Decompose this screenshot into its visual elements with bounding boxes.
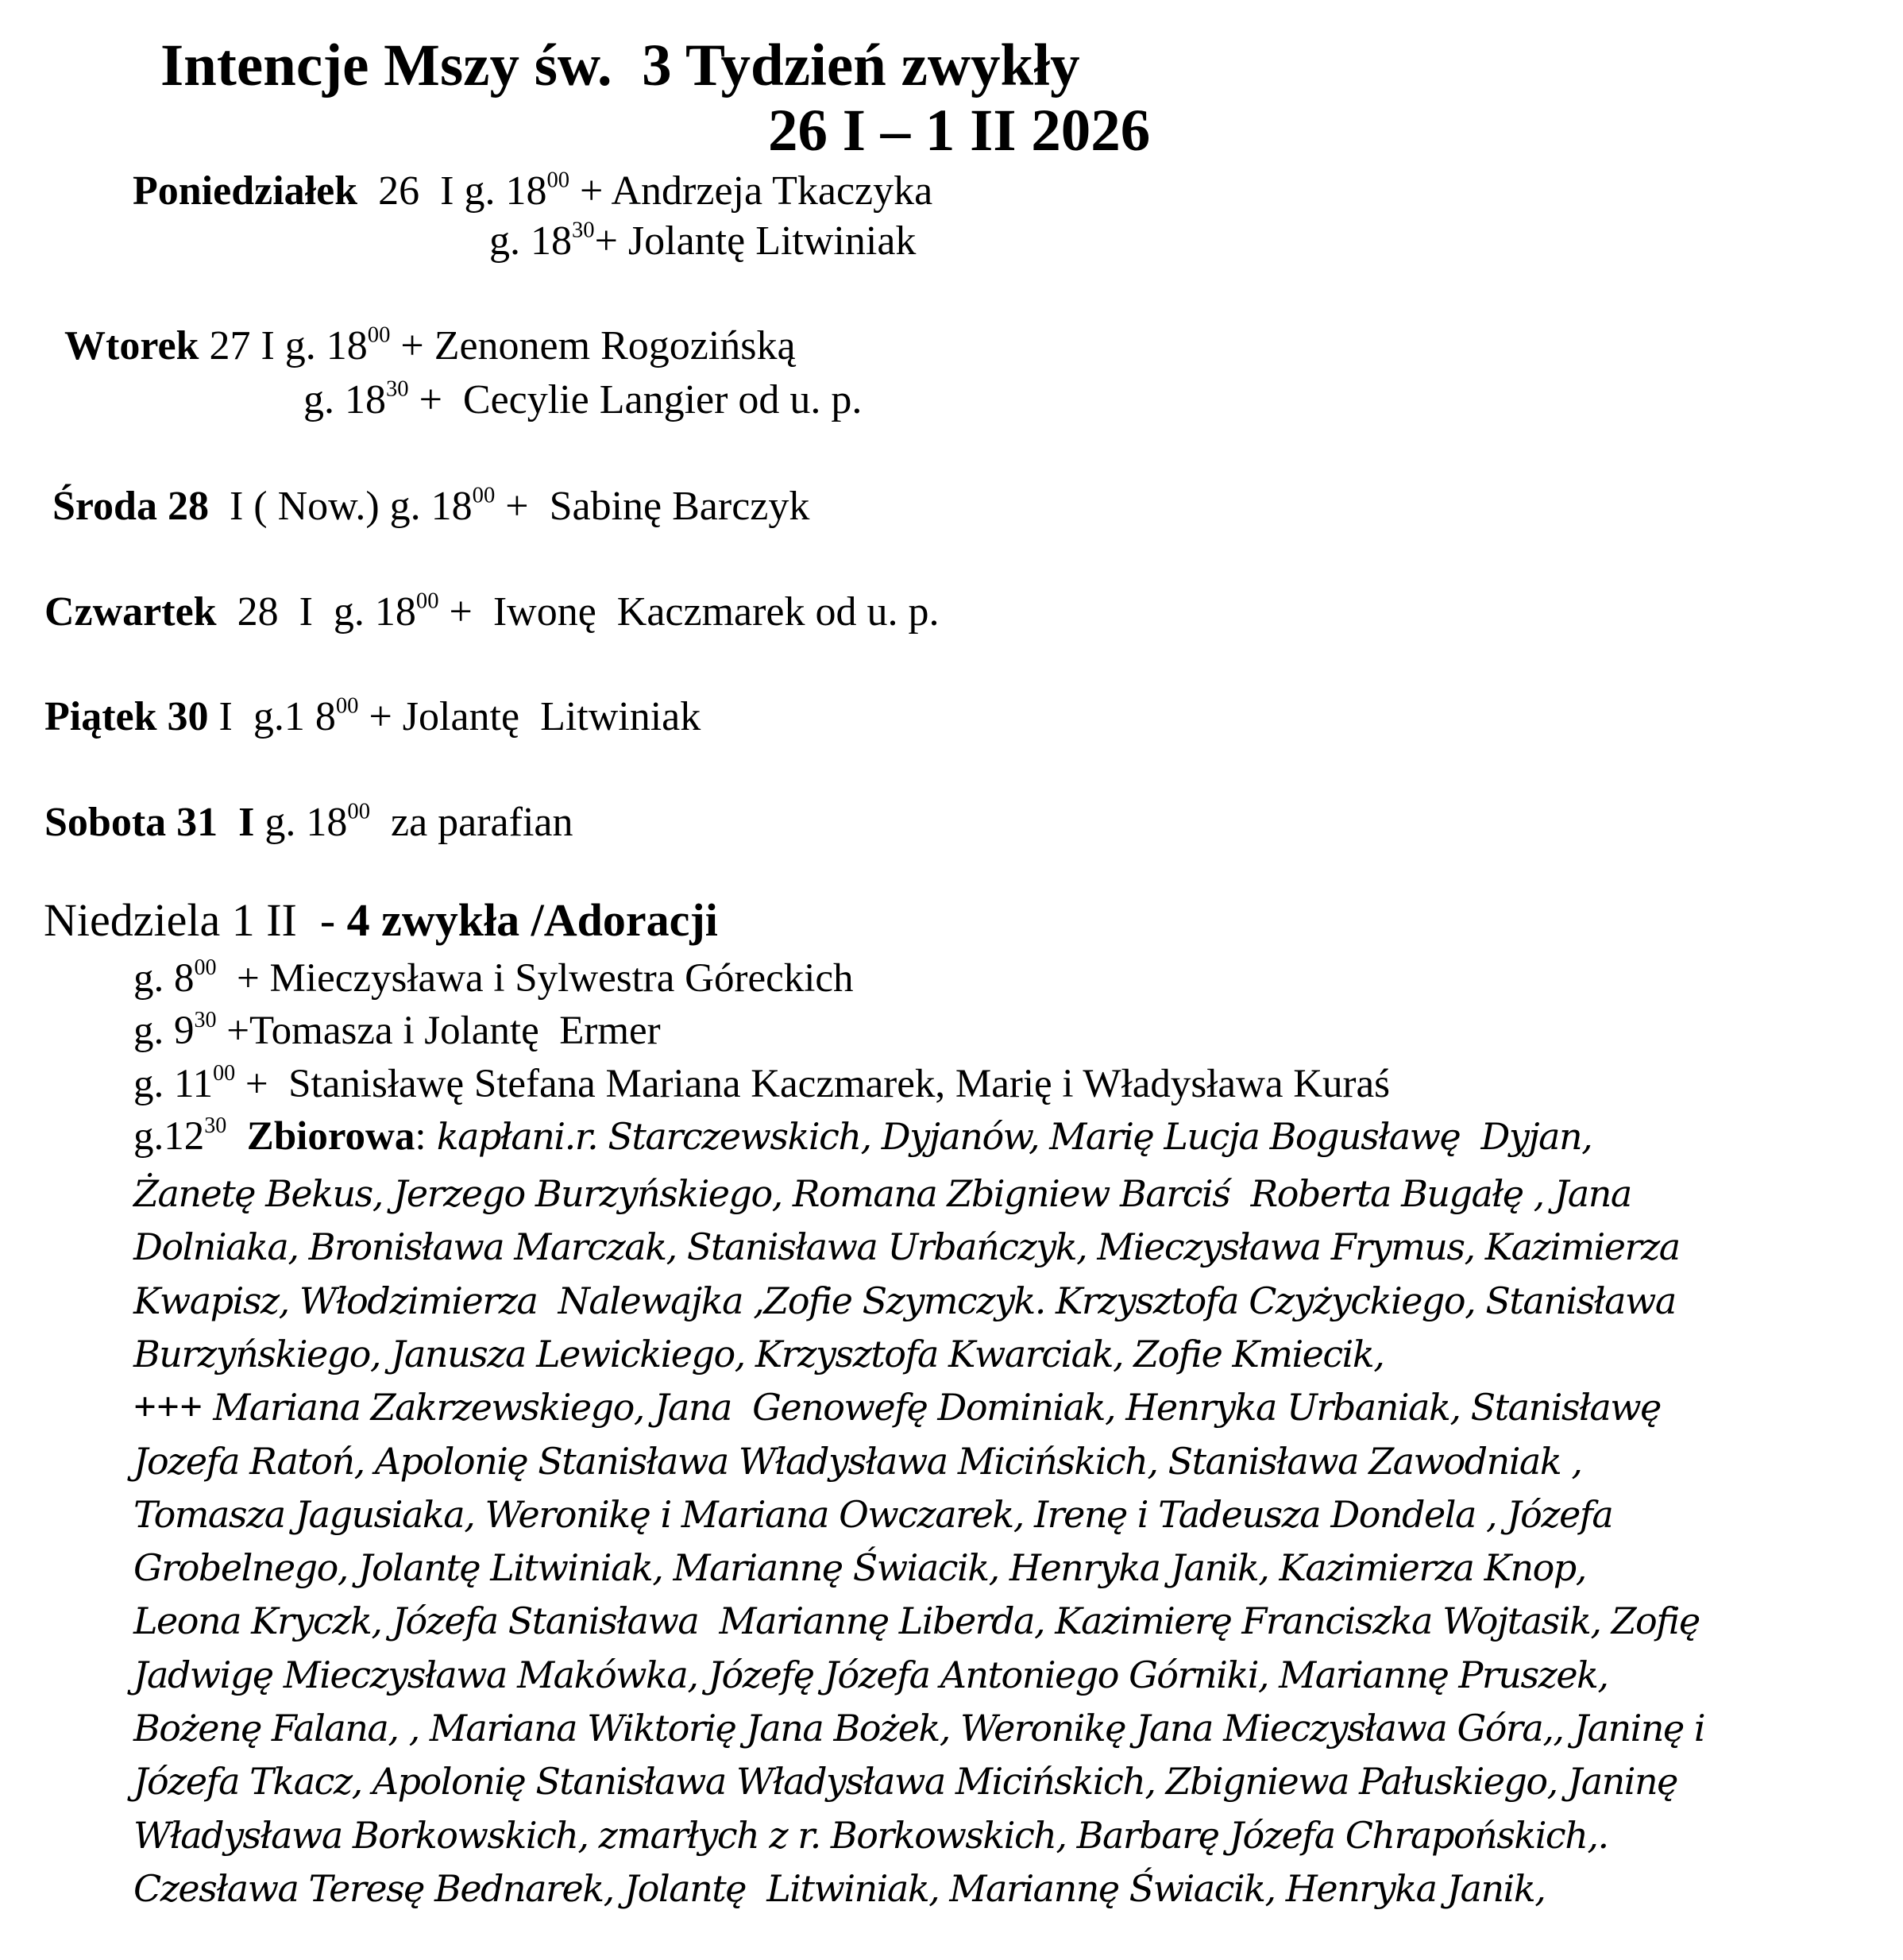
day-date: I <box>208 694 253 739</box>
intention-text: Jadwigę Mieczysława Makówka, Józefę Józefa Antoniego Górniki, Mariannę Pruszek, <box>133 1653 1608 1696</box>
sunday-mass-2 <box>133 1007 661 1053</box>
collective-intention-line <box>133 1492 1613 1536</box>
day-name: Środa 28 <box>52 484 209 529</box>
mass-time: $g.12^{30}$ <box>133 1113 227 1159</box>
mass-time: g. $8^{00}$ <box>133 955 217 1001</box>
collective-mass: $g.12^{30}$ Zbiorowa: kapłani.r. Starczewskich, Dyjanów, Marię Lucja Bogusławę Dyjan, <box>133 1113 1592 1159</box>
day-name: Piątek 30 <box>44 694 209 739</box>
collective-intention-line <box>133 1387 1661 1428</box>
day-date: 26 I <box>357 168 465 214</box>
collective-intention-line <box>133 1281 1676 1321</box>
day-tuesday-mass-2 <box>303 376 863 422</box>
mass-time: g.1 $8^{00}$ <box>253 693 359 739</box>
mass-intention: + Iwonę Kaczmarek od u. p. <box>438 589 940 635</box>
intention-text: Dolniaka, Bronisława Marczak, Stanisława Urbańczyk, Mieczysława Frymus, Kazimierza <box>133 1225 1680 1269</box>
intention-text: Jozefa Ratoń, Apolonię Stanisława Władysława Micińskich, Stanisława Zawodniak , <box>133 1439 1582 1483</box>
collective-intention-line <box>133 1174 1631 1214</box>
mass-time: g. $18^{30}$ <box>303 376 409 422</box>
mass-time: g. $9^{30}$ <box>133 1007 217 1053</box>
mass-time: g. $11^{00}$ <box>133 1060 236 1106</box>
page-title: Intencje Mszy św. 3 Tydzień zwykły <box>160 33 1080 98</box>
day-wednesday <box>52 483 810 529</box>
intention-text: Józefa Tkacz, Apolonię Stanisława Władysława Micińskich, Zbigniewa Pałuskiego, Janinę <box>133 1760 1677 1804</box>
sunday-mass-3 <box>133 1060 1391 1106</box>
mass-intention: + Sabinę Barczyk <box>495 484 810 529</box>
mass-time: g. $18^{00}$ <box>284 322 391 368</box>
day-friday <box>44 693 701 739</box>
day-monday-mass-2 <box>489 218 917 264</box>
day-name: Sobota 31 I <box>44 800 255 845</box>
intention-text: Bożenę Falana, , Mariana Wiktorię Jana Bożek, Weronikę Jana Mieczysława Góra,, Janinę i <box>133 1707 1705 1750</box>
intention-text: Tomasza Jagusiaka, Weronikę i Mariana Owczarek, Irenę i Tadeusza Dondela , Józefa <box>133 1492 1613 1536</box>
intention-text: Burzyńskiego, Janusza Lewickiego, Krzysztofa Kwarciak, Zofie Kmiecik, <box>133 1332 1384 1375</box>
collective-label: Zbiorowa <box>246 1114 415 1159</box>
collective-intention-line <box>133 1866 1546 1910</box>
intention-text: Kwapisz, Włodzimierza Nalewajka ,Zofie Szymczyk. Krzysztofa Czyżyckiego, Stanisława <box>133 1279 1676 1322</box>
collective-intention-line <box>133 1441 1581 1482</box>
intention-text: Leona Kryczk, Józefa Stanisława Mariannę Liberda, Kazimierę Franciszka Wojtasik, Zofię <box>133 1599 1700 1643</box>
mass-intention: + Andrzeja Tkaczyka <box>569 168 933 214</box>
mass-intention: + Stanisławę Stefana Mariana Kaczmarek, Marię i Władysława Kuraś <box>235 1062 1391 1106</box>
day-name: Wtorek <box>64 323 199 368</box>
collective-intention-line <box>133 1601 1700 1642</box>
mass-time: g. $18^{00}$ <box>333 588 439 635</box>
collective-intention-line <box>133 1708 1704 1749</box>
day-date: I ( Now.) <box>208 484 390 529</box>
day-name: Poniedziałek <box>133 168 358 214</box>
mass-time: g. $18^{00}$ <box>464 168 570 214</box>
day-thursday <box>44 588 940 635</box>
date-range: 26 I – 1 II 2026 <box>768 98 1151 164</box>
plus-marker: +++ <box>133 1385 203 1430</box>
intention-text: Żanetę Bekus, Jerzego Burzyńskiego, Romana Zbigniew Barciś Roberta Bugałę , Jana <box>133 1172 1631 1215</box>
mass-time: g. $18^{00}$ <box>264 799 370 845</box>
collective-intention-line <box>133 1815 1608 1856</box>
mass-intention: + Mieczysława i Sylwestra Góreckich <box>216 956 854 1001</box>
day-sunday <box>44 894 718 946</box>
intention-text: Grobelnego, Jolantę Litwiniak, Mariannę Świacik, Henryka Janik, Kazimierza Knop, <box>133 1546 1586 1590</box>
day-date: 27 I <box>199 323 285 368</box>
collective-intention-line <box>133 1227 1680 1267</box>
collective-intention-line <box>133 1655 1608 1696</box>
mass-intention: za parafian <box>370 800 573 845</box>
intention-text: Władysława Borkowskich, zmarłych z r. Borkowskich, Barbarę Józefa Chrapońskich,. <box>133 1813 1608 1857</box>
mass-time: g. $18^{30}$ <box>489 218 595 264</box>
day-date <box>254 800 264 845</box>
mass-intention: + Jolantę Litwiniak <box>594 218 917 264</box>
day-saturday <box>44 799 573 845</box>
sunday-mass-1 <box>133 955 854 1001</box>
mass-time: g. $18^{00}$ <box>389 483 496 529</box>
mass-intention: + Jolantę Litwiniak <box>358 694 701 739</box>
collective-intention-line <box>133 1761 1677 1802</box>
intention-text: Czesława Teresę Bednarek, Jolantę Litwiniak, Mariannę Świacik, Henryka Janik, <box>133 1866 1546 1910</box>
mass-intention: + Zenonem Rogozińską <box>390 323 796 368</box>
mass-intention: +Tomasza i Jolantę Ermer <box>216 1009 661 1053</box>
day-monday <box>133 168 933 214</box>
day-tuesday <box>64 322 796 368</box>
collective-intention-line <box>133 1334 1384 1375</box>
day-name: Niedziela 1 II - <box>44 894 347 946</box>
day-subtitle: 4 zwykła /Adoracji <box>346 894 718 946</box>
day-name: Czwartek <box>44 589 217 635</box>
mass-intention: + Cecylie Langier od u. p. <box>408 377 863 422</box>
collective-intention: kapłani.r. Starczewskich, Dyjanów, Marię Lucja Bogusławę Dyjan, <box>426 1115 1592 1158</box>
collective-intention-line <box>133 1548 1586 1588</box>
intention-text: Mariana Zakrzewskiego, Jana Genowefę Dominiak, Henryka Urbaniak, Stanisławę <box>203 1386 1661 1429</box>
day-date: 28 I <box>216 589 334 635</box>
